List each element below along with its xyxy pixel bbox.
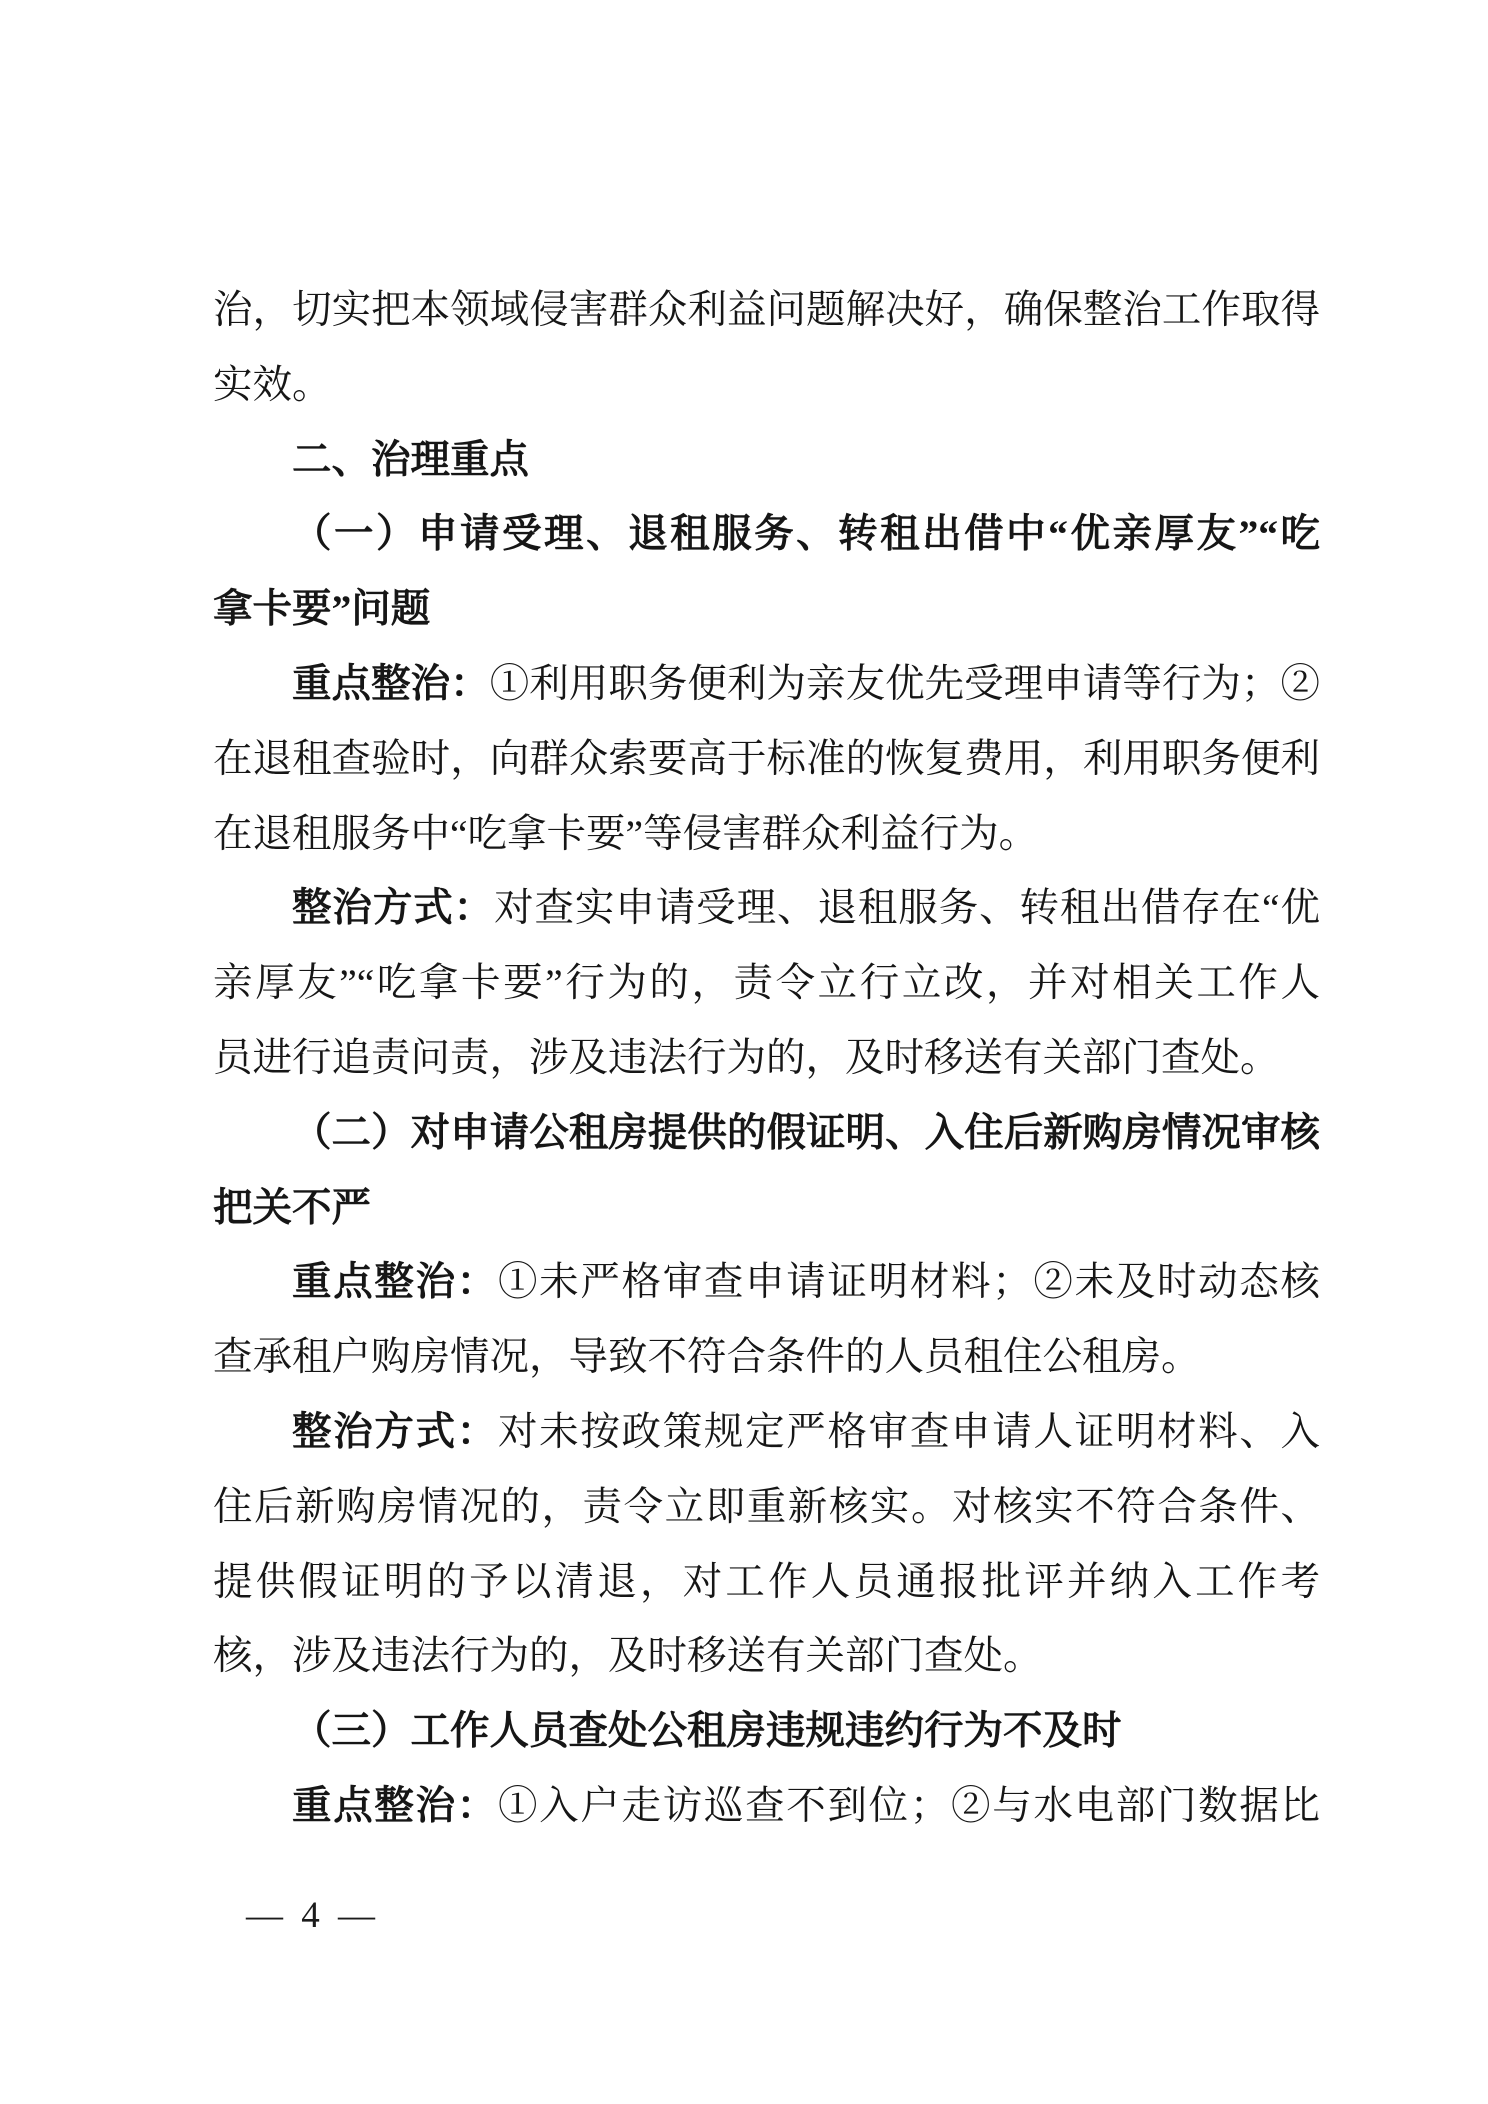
document-body bbox=[213, 273, 1320, 1844]
text-line bbox=[213, 348, 1320, 423]
line-text: 员进行追责问责，涉及违法行为的，及时移送有关部门查处。 bbox=[213, 1035, 1280, 1080]
subsection-heading bbox=[213, 1171, 1320, 1246]
text-line bbox=[213, 797, 1320, 872]
line-text: 核，涉及违法行为的，及时移送有关部门查处。 bbox=[213, 1634, 1043, 1679]
text-line bbox=[213, 1320, 1320, 1395]
line-text: 住后新购房情况的，责令立即重新核实。对核实不符合条件、 bbox=[213, 1484, 1320, 1529]
bold-prefix: 把关不严 bbox=[213, 1185, 371, 1230]
text-line bbox=[213, 1545, 1320, 1620]
text-line bbox=[213, 1245, 1320, 1320]
text-line bbox=[213, 273, 1320, 348]
line-text: 对查实申请受理、退租服务、转租出借存在“优 bbox=[494, 886, 1320, 931]
bold-prefix: （一）申请受理、退租服务、转租出借中“优亲厚友”“吃 bbox=[292, 512, 1320, 557]
bold-prefix: （二）对申请公租房提供的假证明、入住后新购房情况审核 bbox=[292, 1110, 1320, 1155]
line-text: 对未按政策规定严格审查申请人证明材料、入 bbox=[497, 1409, 1320, 1454]
text-line bbox=[213, 1470, 1320, 1545]
line-text: ①利用职务便利为亲友优先受理申请等行为；② bbox=[489, 661, 1321, 706]
text-line bbox=[213, 946, 1320, 1021]
text-line bbox=[213, 1619, 1320, 1694]
bold-prefix: 重点整治： bbox=[292, 1260, 498, 1305]
section-heading bbox=[213, 423, 1320, 498]
line-text: 亲厚友”“吃拿卡要”行为的，责令立行立改，并对相关工作人 bbox=[213, 961, 1320, 1006]
text-line bbox=[213, 722, 1320, 797]
subsection-heading bbox=[213, 1694, 1320, 1769]
line-text: 查承租户购房情况，导致不符合条件的人员租住公租房。 bbox=[213, 1335, 1201, 1380]
subsection-heading bbox=[213, 1096, 1320, 1171]
bold-prefix: （三）工作人员查处公租房违规违约行为不及时 bbox=[292, 1709, 1122, 1754]
line-text: 提供假证明的予以清退，对工作人员通报批评并纳入工作考 bbox=[213, 1559, 1320, 1604]
text-line bbox=[213, 1021, 1320, 1096]
bold-prefix: 拿卡要”问题 bbox=[213, 587, 431, 632]
text-line bbox=[213, 1769, 1320, 1844]
bold-prefix: 整治方式： bbox=[292, 1409, 498, 1454]
line-text: 实效。 bbox=[213, 362, 332, 407]
line-text: 在退租查验时，向群众索要高于标准的恢复费用，利用职务便利 bbox=[213, 736, 1320, 781]
text-line bbox=[213, 647, 1320, 722]
bold-prefix: 整治方式： bbox=[292, 886, 495, 931]
line-text: 治，切实把本领域侵害群众利益问题解决好，确保整治工作取得 bbox=[213, 288, 1320, 332]
line-text: ①入户走访巡查不到位；②与水电部门数据比 bbox=[497, 1783, 1320, 1828]
text-line bbox=[213, 871, 1320, 946]
line-text: 在退租服务中“吃拿卡要”等侵害群众利益行为。 bbox=[213, 811, 1039, 856]
line-text: ①未严格审查申请证明材料；②未及时动态核 bbox=[497, 1260, 1320, 1305]
subsection-heading bbox=[213, 572, 1320, 647]
page-number: — 4 — bbox=[246, 1895, 375, 1936]
bold-prefix: 重点整治： bbox=[292, 1783, 498, 1828]
bold-prefix: 重点整治： bbox=[292, 661, 490, 706]
subsection-heading bbox=[213, 497, 1320, 572]
text-line bbox=[213, 1395, 1320, 1470]
bold-prefix: 二、治理重点 bbox=[292, 437, 529, 482]
